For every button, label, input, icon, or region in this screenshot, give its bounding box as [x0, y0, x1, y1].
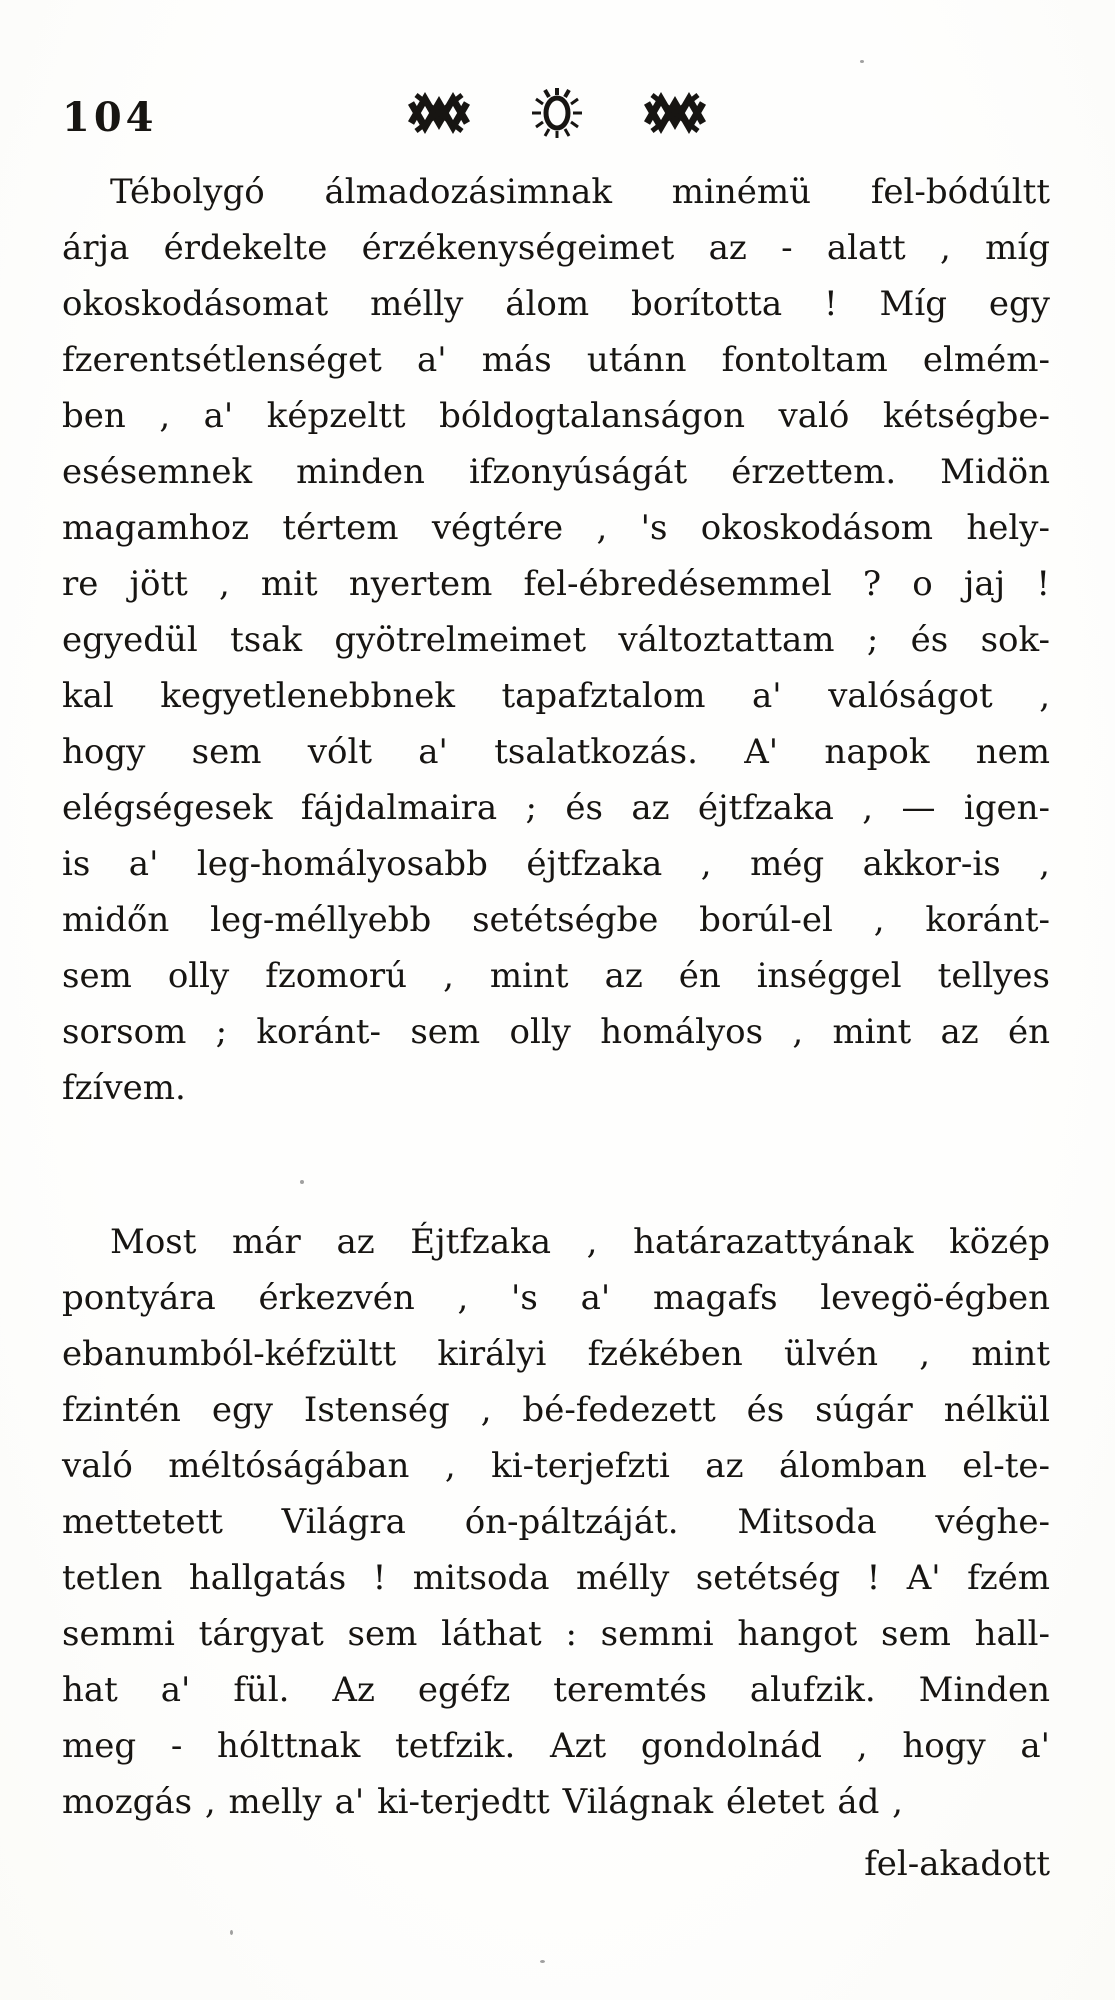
text-line: fzívem. [62, 1068, 186, 1108]
scan-speckle [860, 60, 864, 63]
text-line: re jött , mit nyertem fel-ébredésemmel ? o jaj ! [62, 564, 1050, 604]
paragraph-1 [62, 164, 1050, 1116]
header-ornaments [408, 86, 706, 140]
text-line: esésemnek minden ifzonyúságát érzettem. Midön [62, 452, 1050, 492]
text-line: mettetett Világra ón-páltzáját. Mitsoda véghe- [62, 1502, 1050, 1542]
scan-speckle [230, 1930, 233, 1935]
text-line: fzerentsétlenséget a' más utánn fontoltam elmém- [62, 340, 1050, 380]
text-line: sorsom ; koránt- sem olly homályos , mint az én [62, 1012, 1050, 1052]
text-line: tetlen hallgatás ! mitsoda mélly setétség ! A' fzém [62, 1558, 1050, 1598]
scan-speckle [300, 1180, 304, 1184]
text-line: egyedül tsak gyötrelmeimet változtattam ; és sok- [62, 620, 1050, 660]
text-line: midőn leg-méllyebb setétségbe borúl-el , koránt- [62, 900, 1050, 940]
text-line: hogy sem vólt a' tsalatkozás. A' napok nem [62, 732, 1050, 772]
text-line: okoskodásomat mélly álom borította ! Míg egy [62, 284, 1050, 324]
text-line: mozgás , melly a' ki-terjedtt Világnak életet ád , [62, 1782, 903, 1822]
text-line: ebanumból-kéfzültt királyi fzékében ülvén , mint [62, 1334, 1050, 1374]
text-line: ben , a' képzeltt bóldogtalanságon való kétségbe- [62, 396, 1050, 436]
catchword: fel-akadott [864, 1844, 1050, 1884]
scan-speckle [540, 1960, 545, 1963]
text-line: Most már az Éjtfzaka , határazattyának közép [110, 1222, 1050, 1262]
page-number: 104 [62, 94, 158, 141]
zigzag-ornament-icon [644, 89, 706, 137]
text-line: elégségesek fájdalmaira ; és az éjtfzaka , — igen- [62, 788, 1050, 828]
text-line: pontyára érkezvén , 's a' magafs levegö-égben [62, 1278, 1050, 1318]
paragraph-2 [62, 1214, 1050, 1830]
text-line: meg - hólttnak tetfzik. Azt gondolnád , hogy a' [62, 1726, 1050, 1766]
text-line: való méltóságában , ki-terjefzti az álomban el-te- [62, 1446, 1050, 1486]
text-line: kal kegyetlenebbnek tapafztalom a' valóságot , [62, 676, 1050, 716]
text-line: fzintén egy Istenség , bé-fedezett és súgár nélkül [62, 1390, 1050, 1430]
sun-ornament-icon [526, 86, 588, 140]
text-line: sem olly fzomorú , mint az én inséggel tellyes [62, 956, 1050, 996]
text-block [62, 164, 1050, 1892]
text-line: hat a' fül. Az egéfz teremtés alufzik. Minden [62, 1670, 1050, 1710]
text-line: magamhoz tértem végtére , 's okoskodásom hely- [62, 508, 1050, 548]
text-line: árja érdekelte érzékenységeimet az - alatt , míg [62, 228, 1050, 268]
text-line: is a' leg-homályosabb éjtfzaka , még akkor-is , [62, 844, 1050, 884]
text-line: semmi tárgyat sem láthat : semmi hangot sem hall- [62, 1614, 1050, 1654]
text-line: Tébolygó álmadozásimnak minémü fel-bódúltt [110, 172, 1050, 212]
zigzag-ornament-icon [408, 89, 470, 137]
page-header [62, 86, 1051, 164]
